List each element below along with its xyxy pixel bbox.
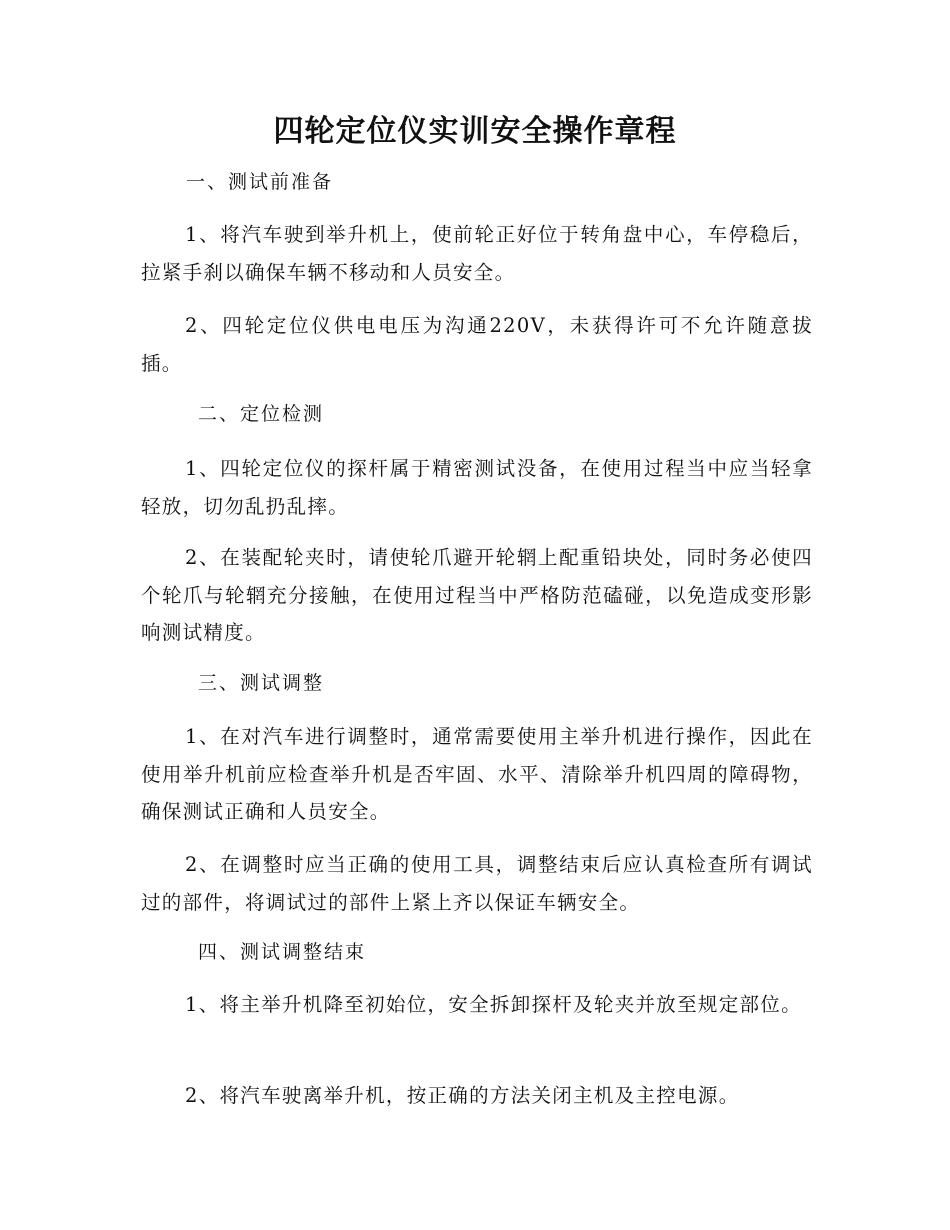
section-1-paragraph-2: 2、四轮定位仪供电电压为沟通220V，未获得许可不允许随意拔插。 xyxy=(141,314,813,375)
document-title: 四轮定位仪实训安全操作章程 xyxy=(273,114,677,149)
section-heading-4: 四、测试调整结束 xyxy=(198,941,367,963)
section-2-paragraph-1: 1、四轮定位仪的探杆属于精密测试没备，在使用过程当中应当轻拿轻放，切勿乱扔乱摔。 xyxy=(141,457,813,518)
section-3-paragraph-1: 1、在对汽车进行调整时，通常需要使用主举升机进行操作，因此在使用举升机前应检查举升机是否牢固、水平、清除举升机四周的障碍物，确保测试正确和人员安全。 xyxy=(141,725,813,823)
section-1-paragraph-1: 1、将汽车驶到举升机上，使前轮正好位于转角盘中心，车停稳后，拉紧手刹以确保车辆不移动和人员安全。 xyxy=(141,223,813,284)
section-heading-1: 一、测试前准备 xyxy=(186,171,334,193)
section-3-paragraph-2: 2、在调整时应当正确的使用工具，调整结束后应认真检查所有调试过的部件，将调试过的部件上紧上齐以保证车辆安全。 xyxy=(141,853,813,914)
section-2-paragraph-2: 2、在装配轮夹时，请使轮爪避开轮辋上配重铅块处，同时务必使四个轮爪与轮辋充分接触，在使用过程当中严格防范磕碰，以免造成变形影响测试精度。 xyxy=(141,546,813,644)
section-4-paragraph-2: 2、将汽车驶离举升机，按正确的方法关闭主机及主控电源。 xyxy=(185,1084,740,1107)
section-4-paragraph-1: 1、将主举升机降至初始位，安全拆卸探杆及轮夹并放至规定部位。 xyxy=(185,993,802,1016)
section-heading-3: 三、测试调整 xyxy=(198,672,325,694)
section-heading-2: 二、定位检测 xyxy=(198,403,325,425)
